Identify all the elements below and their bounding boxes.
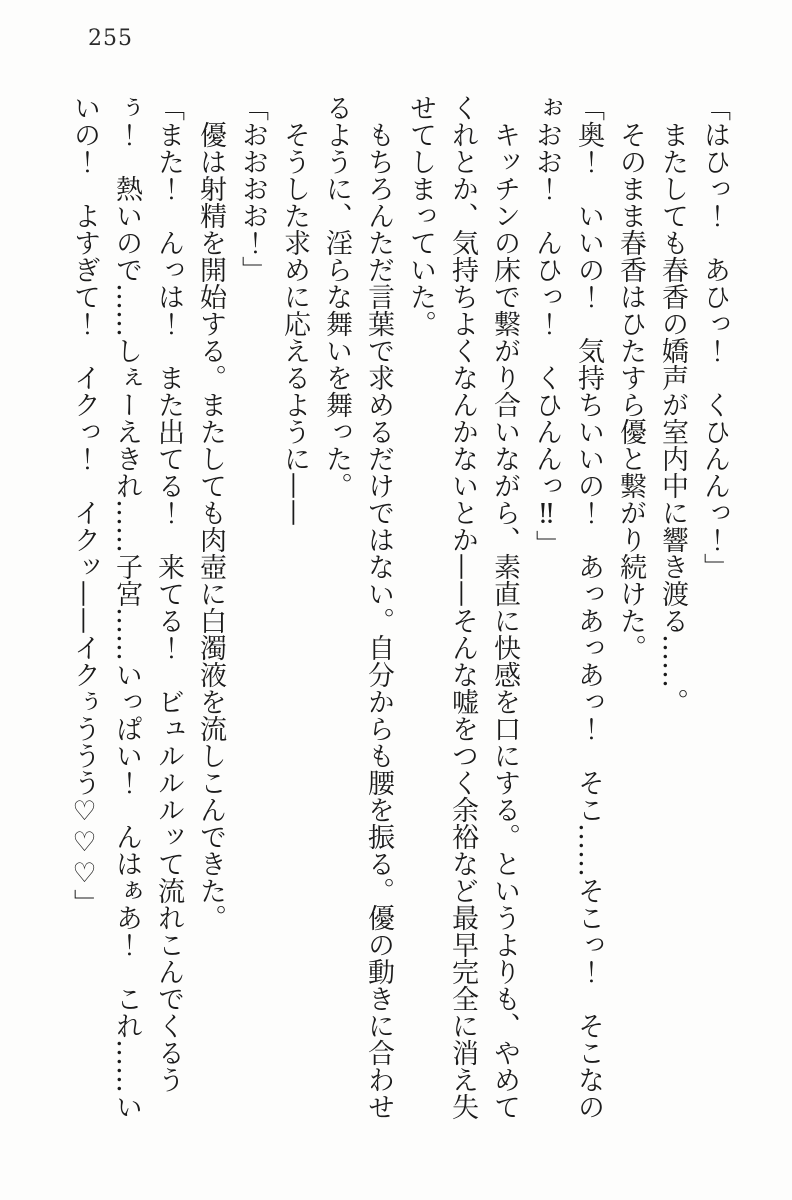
text-line: もちろんただ言葉で求めるだけではない。自分からも腰を振る。優の動きに合わせ	[363, 121, 394, 1120]
text-line: 「また！ んっは！ また出てる！ 来てる！ ビュルルルッて流れこんでくるう	[153, 94, 184, 1093]
text-line: いの！ よすぎて！ イクっ！ イクッ——イクぅううう♡♡♡」	[69, 94, 100, 916]
page-number: 255	[88, 26, 133, 51]
text-line: せてしまっていた。	[405, 94, 436, 337]
text-line: またしても春香の嬌声が室内中に響き渡る……。	[657, 121, 688, 715]
text-line: ぅ！ 熱いので……しぇーえきれ……子宮……いっぱい！ んはぁあ！ これ……い	[111, 94, 142, 1120]
text-line: 「奥！ いいの！ 気持ちいいの！ あっあっあっ！ そこ……そこっ！ そこなの	[573, 94, 604, 1120]
text-line: るように、淫らな舞いを舞った。	[321, 94, 352, 499]
text-line: ぉおお！ んひっ！ くひんんっ‼」	[531, 94, 562, 557]
text-line: 優は射精を開始する。またしても肉壺に白濁液を流しこんできた。	[195, 121, 226, 931]
text-line: 「おおおお！」	[237, 94, 268, 283]
text-line: くれとか、気持ちよくなんかないとか——そんな嘘をつく余裕など最早完全に消え失	[447, 94, 478, 1120]
text-line: そのまま春香はひたすら優と繋がり続けた。	[615, 121, 646, 661]
text-line: キッチンの床で繋がり合いながら、素直に快感を口にする。というよりも、やめて	[489, 121, 520, 1120]
text-line: 「はひっ！ あひっ！ くひんんっ！」	[699, 94, 730, 580]
vertical-text-block	[63, 94, 735, 1139]
text-line: そうした求めに応えるように——	[279, 121, 310, 526]
